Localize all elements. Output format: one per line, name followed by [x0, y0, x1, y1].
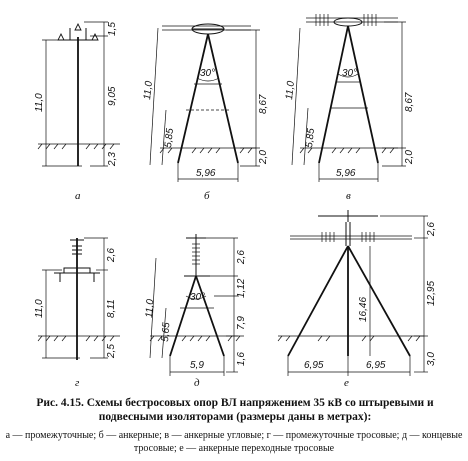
panel-a	[34, 22, 120, 202]
dim-total: 11,0	[34, 93, 45, 112]
dim-base-left: 6,95	[304, 360, 324, 371]
panel-label-d: д	[194, 377, 200, 389]
figure-caption: Рис. 4.15. Схемы бестросовых опор ВЛ напряжением 35 кВ со штыревыми и подвесными изоляторами (размеры даны в метрах):	[36, 397, 434, 423]
panel-label-g: г	[75, 377, 80, 389]
insulator-icon	[58, 34, 64, 40]
dim-top: 2,6	[426, 222, 437, 236]
panel-label-e: е	[344, 377, 349, 389]
angle-label: 30°	[190, 292, 206, 303]
insulator-icon	[75, 24, 81, 30]
dim-right: 8,67	[404, 92, 415, 112]
dim-below: 2,0	[258, 150, 269, 164]
dim-right: 8,67	[258, 94, 269, 114]
angle-label: 30°	[200, 68, 216, 79]
panel-label-a: а	[75, 190, 81, 202]
dim-total: 11,0	[34, 299, 45, 318]
panel-label-v: в	[346, 190, 351, 202]
dim-lower: 5,85	[304, 127, 318, 149]
dim-lower: 5,85	[163, 127, 177, 149]
dim-top: 1,5	[107, 22, 118, 36]
insulator-icon	[92, 34, 98, 40]
insulator-string-icon	[322, 232, 374, 242]
insulator-string-icon	[316, 14, 376, 26]
panel-label-b: б	[204, 190, 210, 202]
dim-base: 5,96	[336, 168, 356, 179]
dim-r2: 7,9	[236, 316, 247, 330]
dim-mid: 8,11	[106, 299, 117, 318]
panel-b	[142, 24, 269, 202]
dim-left: 11,0	[284, 80, 297, 101]
dim-top: 2,6	[106, 248, 117, 262]
dim-base: 5,9	[190, 360, 204, 371]
dim-base: 5,96	[196, 168, 216, 179]
panel-v	[284, 14, 415, 202]
angle-label: 30°	[342, 68, 358, 79]
dim-below: 2,0	[404, 150, 415, 164]
dim-mid: 9,05	[107, 86, 118, 106]
panel-g	[34, 238, 120, 389]
dim-base-right: 6,95	[366, 360, 386, 371]
dim-r1: 12,95	[426, 280, 437, 306]
dim-below: 3,0	[426, 352, 437, 366]
dim-top: 2,6	[236, 250, 247, 264]
dim-below: 1,6	[236, 352, 247, 366]
dim-lower: 5,65	[160, 322, 173, 343]
dim-r1: 1,12	[236, 278, 247, 298]
dim-left: 11,0	[144, 298, 157, 319]
dim-left: 11,0	[142, 80, 155, 101]
dim-mid: 16,46	[358, 296, 369, 322]
figure-legend: а — промежуточные; б — анкерные; в — анкерные угловые; г — промежуточные тросовые; д — концевые тросовые; е — анкерные переходные тросовые	[5, 430, 463, 454]
dim-bottom: 2,3	[107, 152, 118, 166]
dim-bottom: 2,5	[106, 344, 117, 358]
panel-e	[278, 210, 437, 389]
panel-d	[144, 234, 247, 389]
